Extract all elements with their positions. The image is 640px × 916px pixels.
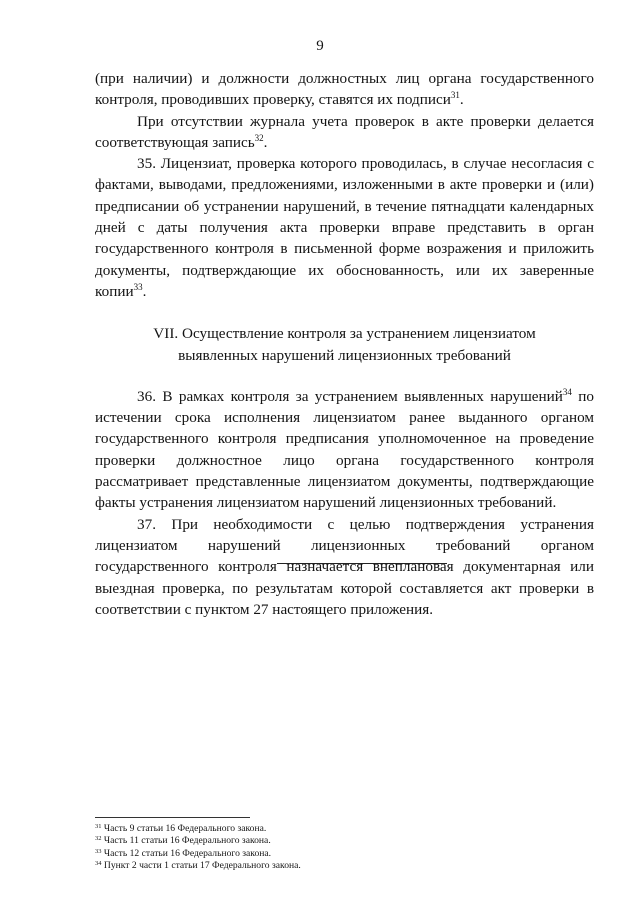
footnotes bbox=[95, 823, 495, 873]
body-text bbox=[95, 68, 594, 620]
paragraph-tail: . bbox=[263, 133, 268, 151]
footnote-number: 31 bbox=[95, 823, 102, 830]
footnote-ref[interactable]: 31 bbox=[450, 90, 460, 101]
footnote-text: Часть 12 статьи 16 Федерального закона. bbox=[103, 847, 272, 859]
footnote-item bbox=[95, 860, 495, 872]
paragraph-text: 35. Лицензиат, проверка которого проводилась, в случае несогласия с фактами, выводами, предложениями, изложенными в акте проверки и (или) предписании об устранении нарушений, в течение пятнадцати календарных дней с даты получения акта проверки вправе представить в орган государственного контроля в письменной форме возражения и приложить документы, подтверждающие их обоснованность, или их заверенные копии bbox=[95, 155, 594, 300]
paragraph-no-journal bbox=[95, 111, 594, 154]
footnote-number: 32 bbox=[95, 835, 102, 843]
footnote-text: Часть 9 статьи 16 Федерального закона. bbox=[103, 823, 267, 834]
footnote-number: 34 bbox=[95, 860, 102, 868]
footnote-ref[interactable]: 32 bbox=[254, 132, 264, 143]
paragraph-text: (при наличии) и должности должностных лиц органа государственного контроля, проводивших проверку, ставятся их подписи bbox=[95, 70, 594, 109]
section-heading bbox=[95, 323, 594, 366]
section-heading-line-2: выявленных нарушений лицензионных требований bbox=[178, 346, 511, 364]
paragraph-37 bbox=[95, 514, 594, 620]
paragraph-35 bbox=[95, 153, 594, 302]
paragraph-tail: . bbox=[142, 282, 147, 300]
paragraph-signatures bbox=[95, 68, 594, 111]
footnote-item bbox=[95, 835, 495, 847]
paragraph-text: 37. При необходимости с целью подтверждения устранения лицензиатом нарушений лицензионных требований органом государственного контроля назначается внеплановая документарная или выездная проверка, по результатам которой составляется акт проверки в соответствии с пунктом 27 настоящего приложения. bbox=[95, 515, 594, 618]
footnote-separator bbox=[95, 817, 250, 818]
paragraph-text: 36. В рамках контроля за устранением выявленных нарушений bbox=[137, 387, 563, 405]
footnote-ref[interactable]: 34 bbox=[562, 386, 572, 397]
footnote-text: Пункт 2 части 1 статьи 17 Федерального закона. bbox=[103, 860, 301, 872]
paragraph-36 bbox=[95, 386, 594, 514]
footnote-item bbox=[95, 823, 495, 835]
paragraph-tail: . bbox=[459, 91, 464, 109]
footnote-text: Часть 11 статьи 16 Федерального закона. bbox=[103, 835, 271, 847]
footnote-item bbox=[95, 848, 495, 860]
paragraph-tail: по истечении срока исполнения лицензиатом ранее выданного органом государственного контроля предписания уполномоченное на проведение проверки должностное лицо органа государственного контроля рассматривает представленные лицензиатом документы, подтверждающие факты устранения лицензиатом нарушений лицензионных требований. bbox=[95, 387, 594, 512]
paragraph-text: При отсутствии журнала учета проверок в акте проверки делается соответствующая запись bbox=[95, 112, 594, 151]
page-number: 9 bbox=[316, 38, 324, 54]
footnote-ref[interactable]: 33 bbox=[133, 281, 143, 292]
footnote-number: 33 bbox=[95, 847, 102, 855]
end-of-text-rule bbox=[277, 563, 447, 564]
section-heading-line-1: VII. Осуществление контроля за устранением лицензиатом bbox=[153, 325, 536, 343]
